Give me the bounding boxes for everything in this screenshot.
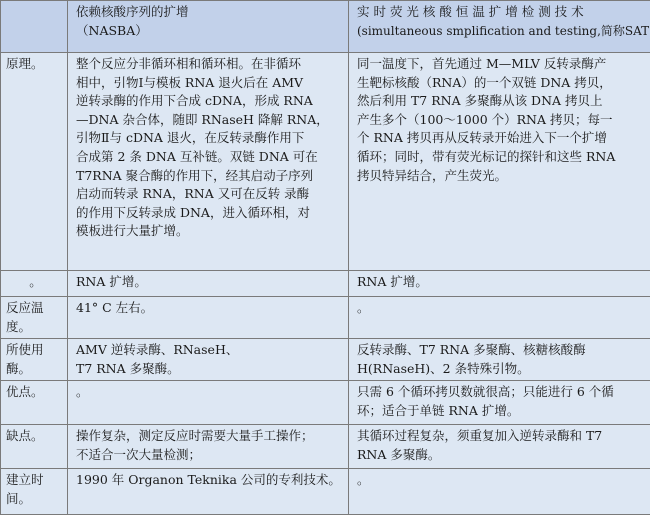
principle-nasba-line: 模板进行大量扩增。 xyxy=(76,223,189,239)
amplification-nasba-text: RNA 扩增。 xyxy=(76,274,147,289)
temperature-sat-cell xyxy=(349,297,650,339)
principle-nasba-cell xyxy=(68,53,349,271)
principle-sat-line: 然后利用 T7 RNA 多聚酶从该 DNA 拷贝上 xyxy=(357,93,603,109)
disadvantages-sat-cell xyxy=(349,425,650,469)
header-sat-title: 实 时 荧 光 核 酸 恒 温 扩 增 检 测 技 术 xyxy=(357,4,584,19)
label-disadvantages: 缺点。 xyxy=(1,425,68,469)
disadvantages-nasba-line: 操作复杂，测定反应时需要大量手工操作； xyxy=(76,428,314,444)
enzymes-sat-line: 反转录酶、T7 RNA 多聚酶、核糖核酸酶 xyxy=(357,342,586,358)
principle-nasba-line: 整个反应分非循环相和循环相。在非循环 xyxy=(76,56,302,71)
label-temperature: 反应温度。 xyxy=(1,297,68,339)
header-nasba-cell xyxy=(68,1,349,53)
row-temperature xyxy=(1,297,650,339)
advantages-sat-line: 环；适合于单链 RNA 扩增。 xyxy=(357,402,520,418)
label-amplification: 。 xyxy=(1,271,68,297)
row-advantages xyxy=(1,381,650,425)
temperature-nasba-text: 41° C 左右。 xyxy=(76,300,154,315)
header-corner-cell xyxy=(1,1,68,53)
header-nasba-subtitle: （NASBA） xyxy=(76,22,148,38)
advantages-sat-cell xyxy=(349,381,650,425)
amplification-nasba-cell xyxy=(68,271,349,297)
principle-nasba-line: —DNA 杂合体，随即 RNaseH 降解 RNA， xyxy=(76,111,329,127)
temperature-sat-text: 。 xyxy=(357,300,370,315)
principle-nasba-line: 合成第 2 条 DNA 互补链。双链 DNA 可在 xyxy=(76,148,318,164)
principle-nasba-line: 启动而转录 RNA，RNA 又可在反转 录酶 xyxy=(76,186,310,202)
enzymes-nasba-line: T7 RNA 多聚酶。 xyxy=(76,360,180,376)
header-sat-subtitle: (simultaneous smplification and testing,简称SAT xyxy=(357,23,650,38)
established-sat-text: 。 xyxy=(357,472,370,488)
principle-sat-line: 生靶标核酸（RNA）的一个双链 DNA 拷贝， xyxy=(357,74,612,90)
principle-nasba-line: 逆转录酶的作用下合成 cDNA，形成 RNA xyxy=(76,93,313,109)
row-established xyxy=(1,469,650,515)
amplification-sat-text: RNA 扩增。 xyxy=(357,274,428,289)
advantages-nasba-text: 。 xyxy=(76,384,89,400)
disadvantages-nasba-cell xyxy=(68,425,349,469)
label-enzymes: 所使用酶。 xyxy=(1,339,68,381)
principle-sat-cell xyxy=(349,53,650,271)
principle-sat-line: 个 RNA 拷贝再从反转录开始进入下一个扩增 xyxy=(357,130,607,146)
temperature-nasba-cell xyxy=(68,297,349,339)
row-amplification xyxy=(1,271,650,297)
principle-sat-line: 循环；同时，带有荧光标记的探针和这些 RNA xyxy=(357,148,616,164)
established-nasba-text: 1990 年 Organon Teknika 公司的专利技术。 xyxy=(76,472,341,488)
header-row xyxy=(1,1,650,53)
enzymes-sat-line: H(RNaseH)、2 条特殊引物。 xyxy=(357,360,530,376)
row-enzymes xyxy=(1,339,650,381)
amplification-sat-cell xyxy=(349,271,650,297)
disadvantages-sat-line: 其循环过程复杂，须重复加入逆转录酶和 T7 xyxy=(357,428,603,444)
disadvantages-nasba-line: 不适合一次大量检测； xyxy=(76,446,202,462)
principle-nasba-line: 引物Ⅱ与 cDNA 退火，在反转录酶作用下 xyxy=(76,130,305,146)
enzymes-nasba-cell xyxy=(68,339,349,381)
enzymes-nasba-line: AMV 逆转录酶、RNaseH、 xyxy=(76,342,239,358)
row-principle xyxy=(1,53,650,271)
established-nasba-cell xyxy=(68,469,349,515)
principle-sat-line: 同一温度下，首先通过 M—MLV 反转录酶产 xyxy=(357,56,607,71)
disadvantages-sat-line: RNA 多聚酶。 xyxy=(357,446,441,462)
principle-nasba-line: T7RNA 聚合酶的作用下，经其启动子序列 xyxy=(76,167,314,183)
label-principle: 原理。 xyxy=(1,53,68,271)
advantages-nasba-cell xyxy=(68,381,349,425)
principle-sat-line: 产生多个（100～1000 个）RNA 拷贝；每一 xyxy=(357,111,613,127)
established-sat-cell xyxy=(349,469,650,515)
enzymes-sat-cell xyxy=(349,339,650,381)
label-advantages: 优点。 xyxy=(1,381,68,425)
advantages-sat-line: 只需 6 个循环拷贝数就很高；只能进行 6 个循 xyxy=(357,384,614,400)
label-established: 建立时间。 xyxy=(1,469,68,515)
principle-nasba-line: 相中，引物Ⅰ与模板 RNA 退火后在 AMV xyxy=(76,74,304,90)
principle-sat-line: 拷贝特异结合，产生荧光。 xyxy=(357,167,508,183)
header-nasba-title: 依赖核酸序列的扩增 xyxy=(76,4,189,19)
row-disadvantages xyxy=(1,425,650,469)
header-sat-cell xyxy=(349,1,650,53)
principle-nasba-line: 的作用下反转录成 DNA，进入循环相，对 xyxy=(76,204,310,220)
